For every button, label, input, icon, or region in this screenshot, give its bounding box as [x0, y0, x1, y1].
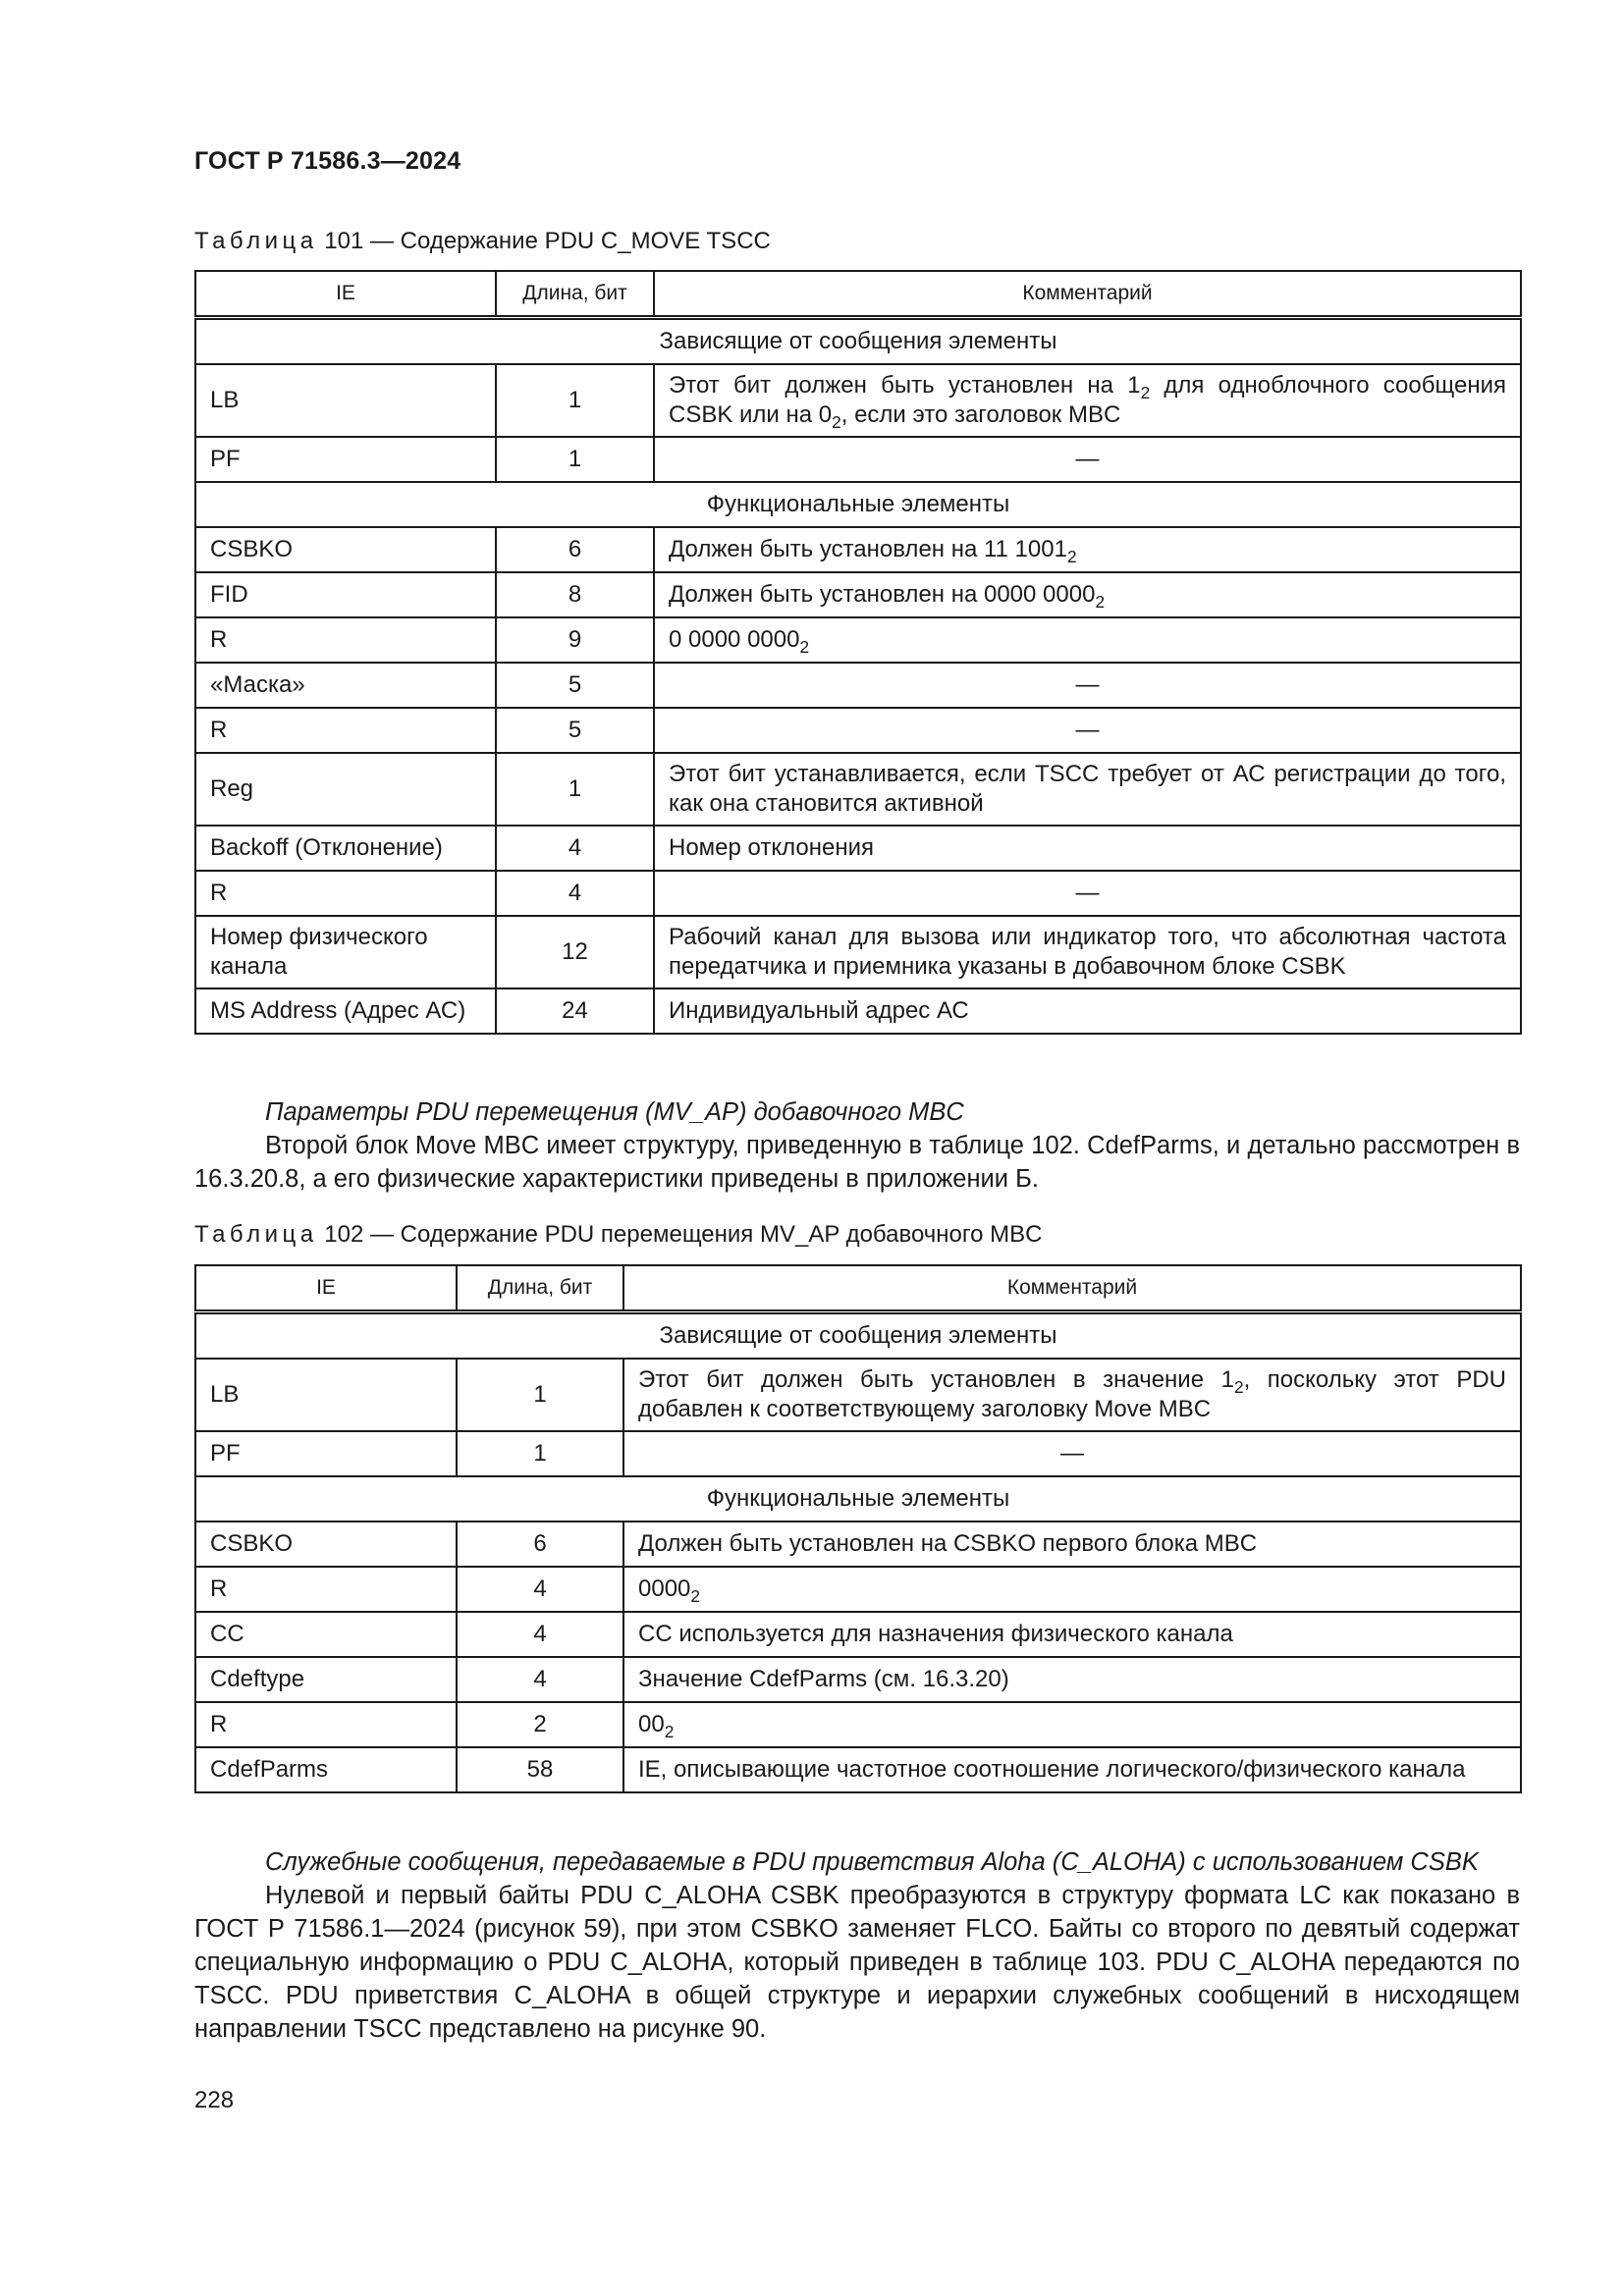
cell-ie: CSBKO: [195, 527, 496, 572]
cell-ie: CSBKO: [195, 1522, 457, 1567]
section-heading: Служебные сообщения, передаваемые в PDU приветствия Aloha (C_ALOHA) с использованием CSBK: [265, 1848, 1479, 1876]
cell-comment: Номер отклонения: [654, 826, 1521, 871]
cell-comment: —: [654, 871, 1521, 916]
cell-comment: CC используется для назначения физического канала: [623, 1612, 1521, 1657]
col-header-comment: Комментарий: [654, 271, 1521, 318]
cell-length: 5: [496, 663, 654, 708]
table-row: [195, 1612, 1521, 1657]
table-row: [195, 916, 1521, 988]
cell-comment: Этот бит должен быть установлен в значение $1_2$, поскольку этот PDU добавлен к соответствующему заголовку Move MBC: [623, 1359, 1521, 1431]
cell-comment: IE, описывающие частотное соотношение логического/физического канала: [623, 1747, 1521, 1792]
table-header-row: [195, 1265, 1521, 1312]
table-row: [195, 871, 1521, 916]
cell-length: 5: [496, 708, 654, 753]
cell-comment: $00_2$: [623, 1702, 1521, 1747]
cell-length: 12: [496, 916, 654, 988]
table-row: [195, 572, 1521, 617]
cell-comment: Должен быть установлен на 0000 $0000_2$: [654, 572, 1521, 617]
table-row: [195, 826, 1521, 871]
cell-length: 4: [457, 1567, 623, 1612]
section-heading: Параметры PDU перемещения (MV_AP) добавочного MBC: [265, 1098, 964, 1126]
section-mv-ap: [194, 1095, 1520, 1196]
table-row: [195, 527, 1521, 572]
cell-comment: —: [623, 1431, 1521, 1476]
cell-length: 6: [496, 527, 654, 572]
table-row: [195, 1431, 1521, 1476]
table-row: [195, 1522, 1521, 1567]
table-row: [195, 364, 1521, 437]
cell-length: 4: [457, 1657, 623, 1702]
cell-ie: PF: [195, 437, 496, 482]
cell-comment: —: [654, 437, 1521, 482]
col-header-ie: IE: [195, 1265, 457, 1312]
col-header-length: Длина, бит: [457, 1265, 623, 1312]
section-row: [195, 482, 1521, 527]
cell-length: 9: [496, 617, 654, 663]
table-row: [195, 988, 1521, 1034]
table-102: [194, 1264, 1522, 1793]
col-header-ie: IE: [195, 271, 496, 318]
cell-comment: Должен быть установлен на CSBKO первого блока MBC: [623, 1522, 1521, 1567]
cell-comment: 0 0000 $0000_2$: [654, 617, 1521, 663]
section-text: Второй блок Move MBC имеет структуру, приведенную в таблице 102. CdefParms, и детально рассмотрен в 16.3.20.8, а его физические характеристики приведены в приложении Б.: [194, 1132, 1520, 1193]
cell-length: 4: [496, 826, 654, 871]
cell-length: 1: [457, 1359, 623, 1431]
cell-ie: FID: [195, 572, 496, 617]
cell-ie: LB: [195, 1359, 457, 1431]
page-number: 228: [194, 2087, 235, 2113]
table-row: [195, 1747, 1521, 1792]
cell-length: 8: [496, 572, 654, 617]
table-row: [195, 1702, 1521, 1747]
table-101-caption: Таблица 101 — Содержание PDU C_MOVE TSCC: [194, 228, 771, 254]
col-header-length: Длина, бит: [496, 271, 654, 318]
section-functional: Функциональные элементы: [195, 1476, 1521, 1522]
cell-ie: CC: [195, 1612, 457, 1657]
table-row: [195, 663, 1521, 708]
cell-comment: Этот бит должен быть установлен на $1_2$ для одноблочного сообщения CSBK или на $0_2$, если это заголовок MBC: [654, 364, 1521, 437]
cell-length: 1: [496, 364, 654, 437]
cell-length: 24: [496, 988, 654, 1034]
section-text: Нулевой и первый байты PDU C_ALOHA CSBK преобразуются в структуру формата LC как показано в ГОСТ Р 71586.1—2024 (рисунок 59), при этом CSBKO заменяет FLCO. Байты со второго по девятый содержат специальную информацию о PDU C_ALOHA, который приведен в таблице 103. PDU C_ALOHA передаются по TSCC. PDU приветствия C_ALOHA в общей структуре и иерархии служебных сообщений в нисходящем направлении TSCC представлено на рисунке 90.: [194, 1882, 1520, 2043]
section-dependent: Зависящие от сообщения элементы: [195, 1312, 1521, 1360]
cell-comment: Рабочий канал для вызова или индикатор того, что абсолютная частота передатчика и приемника указаны в добавочном блоке CSBK: [654, 916, 1521, 988]
cell-length: 4: [457, 1612, 623, 1657]
section-row: [195, 1312, 1521, 1360]
cell-ie: R: [195, 1702, 457, 1747]
table-row: [195, 1567, 1521, 1612]
cell-ie: MS Address (Адрес АС): [195, 988, 496, 1034]
cell-comment: —: [654, 708, 1521, 753]
cell-length: 1: [457, 1431, 623, 1476]
cell-ie: R: [195, 871, 496, 916]
table-101: [194, 270, 1522, 1035]
section-dependent: Зависящие от сообщения элементы: [195, 318, 1521, 365]
document-header: ГОСТ Р 71586.3—2024: [194, 147, 461, 175]
cell-ie: R: [195, 617, 496, 663]
table-header-row: [195, 271, 1521, 318]
cell-ie: R: [195, 708, 496, 753]
cell-length: 6: [457, 1522, 623, 1567]
cell-ie: LB: [195, 364, 496, 437]
cell-comment: Индивидуальный адрес АС: [654, 988, 1521, 1034]
cell-ie: R: [195, 1567, 457, 1612]
cell-length: 58: [457, 1747, 623, 1792]
table-row: [195, 1359, 1521, 1431]
cell-length: 1: [496, 753, 654, 826]
cell-ie: Номер физического канала: [195, 916, 496, 988]
table-row: [195, 708, 1521, 753]
section-aloha: [194, 1845, 1520, 2046]
cell-ie: CdefParms: [195, 1747, 457, 1792]
table-102-caption: Таблица 102 — Содержание PDU перемещения MV_AP добавочного MBC: [194, 1221, 1043, 1248]
table-row: [195, 1657, 1521, 1702]
section-functional: Функциональные элементы: [195, 482, 1521, 527]
cell-length: 4: [496, 871, 654, 916]
cell-ie: Reg: [195, 753, 496, 826]
cell-ie: PF: [195, 1431, 457, 1476]
section-row: [195, 318, 1521, 365]
cell-comment: —: [654, 663, 1521, 708]
cell-ie: Backoff (Отклонение): [195, 826, 496, 871]
section-row: [195, 1476, 1521, 1522]
cell-length: 1: [496, 437, 654, 482]
table-row: [195, 437, 1521, 482]
cell-ie: «Маска»: [195, 663, 496, 708]
table-row: [195, 753, 1521, 826]
cell-comment: Значение CdefParms (см. 16.3.20): [623, 1657, 1521, 1702]
cell-comment: Должен быть установлен на 11 $1001_2$: [654, 527, 1521, 572]
col-header-comment: Комментарий: [623, 1265, 1521, 1312]
cell-comment: Этот бит устанавливается, если TSCC требует от АС регистрации до того, как она становится активной: [654, 753, 1521, 826]
cell-comment: $0000_2$: [623, 1567, 1521, 1612]
cell-ie: Cdeftype: [195, 1657, 457, 1702]
cell-length: 2: [457, 1702, 623, 1747]
table-row: [195, 617, 1521, 663]
